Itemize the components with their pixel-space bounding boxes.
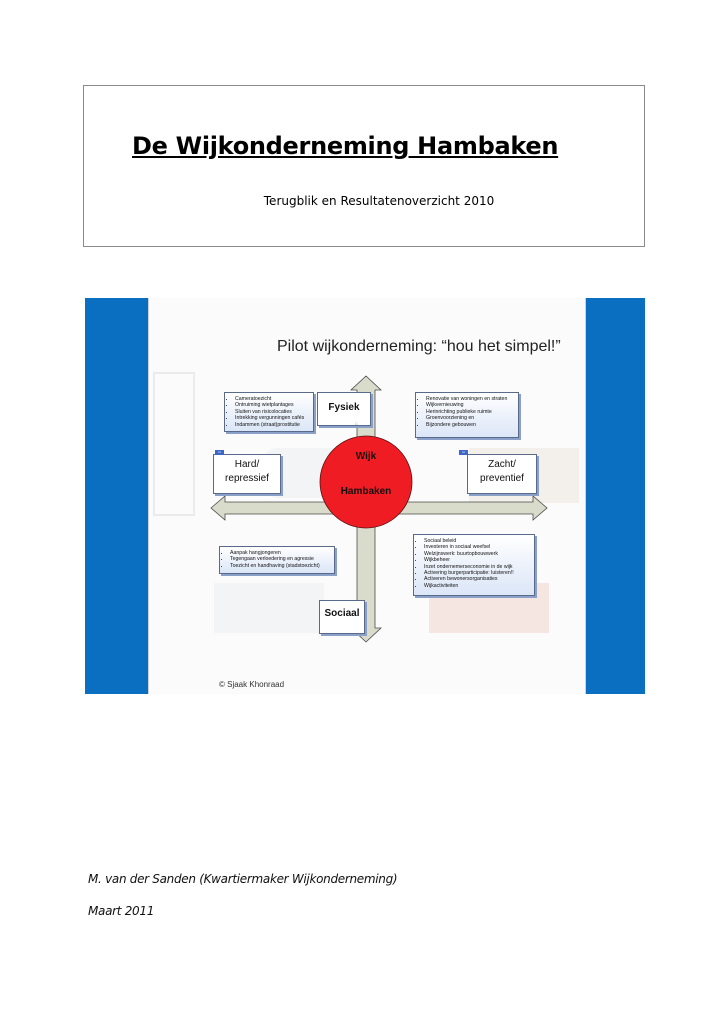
list-item: • Sluiten van risicolocaties (235, 409, 311, 415)
center-label-line1: Wijk (355, 451, 377, 462)
list-item: • Sociaal beleid (424, 538, 532, 544)
document-title: De Wijkonderneming Hambaken (132, 132, 559, 160)
list-item: • Cameratoezicht (235, 396, 311, 402)
axis-box-hard-tag: ▪▪▪ (215, 450, 224, 455)
card-bottom-left-list (222, 550, 332, 569)
list-item: • Wijkvernieuwing (426, 402, 516, 408)
slide-image (85, 298, 645, 694)
cover-title-box (83, 85, 645, 247)
card-bottom-left (219, 546, 335, 574)
author-line: M. van der Sanden (Kwartiermaker Wijkonderneming) (88, 872, 398, 886)
list-item: • Groenvoorziening en (426, 415, 516, 421)
list-item: • Welzijnswerk: buurtopbouwwerk (424, 551, 532, 557)
date-line: Maart 2011 (88, 904, 155, 918)
center-circle (320, 436, 412, 528)
list-item: • Aanpak hangjongeren (230, 550, 332, 556)
card-top-left (224, 392, 314, 432)
list-item: • Ontruiming wietplantages (235, 402, 311, 408)
axis-label-zacht-line1: Zacht/ (488, 459, 516, 470)
list-item: • Bijzondere gebouwen (426, 422, 516, 428)
axis-label-hard-line1: Hard/ (234, 459, 260, 470)
list-item: • Renovatie van woningen en straten (426, 396, 516, 402)
slide-title: Pilot wijkonderneming: “hou het simpel!” (277, 338, 561, 355)
axis-label-fysiek: Fysiek (328, 402, 360, 413)
list-item: • Investeren in sociaal weefsel (424, 544, 532, 550)
axis-label-sociaal: Sociaal (324, 608, 360, 619)
document-subtitle: Terugblik en Resultatenoverzicht 2010 (263, 194, 495, 208)
list-item: • Intrekking vergunningen cafés (235, 415, 311, 421)
card-top-left-list (227, 396, 311, 428)
list-item: • Toezicht en handhaving (stadstoezicht) (230, 563, 332, 569)
list-item: • Wijkactiviteiten (424, 583, 532, 589)
card-bottom-right (413, 534, 535, 596)
list-item: • Indammen (straat)prostitutie (235, 422, 311, 428)
axis-label-zacht-line2: preventief (480, 473, 524, 484)
slide-canvas (148, 298, 586, 694)
axis-box-fysiek-caption: □ (355, 422, 358, 426)
slide-copyright: © Sjaak Khonraad (219, 680, 285, 689)
center-label-line2: Hambaken (340, 486, 392, 497)
axis-label-hard-line2: repressief (225, 473, 269, 484)
list-item: • Activering burgerparticipatie: luisteren!! (424, 570, 532, 576)
list-item: • Activeren bewonersorganisaties (424, 576, 532, 582)
list-item: • Wijkbeheer (424, 557, 532, 563)
card-top-right (415, 392, 519, 438)
list-item: • Tegengaan verloedering en agressie (230, 556, 332, 562)
list-item: • Herinrichting publieke ruimte (426, 409, 516, 415)
card-bottom-right-list (416, 538, 532, 589)
axis-box-zacht-tag: ▪▪▪ (459, 450, 468, 455)
card-top-right-list (418, 396, 516, 428)
list-item: • Inzet ondernemerseconomie in de wijk (424, 564, 532, 570)
